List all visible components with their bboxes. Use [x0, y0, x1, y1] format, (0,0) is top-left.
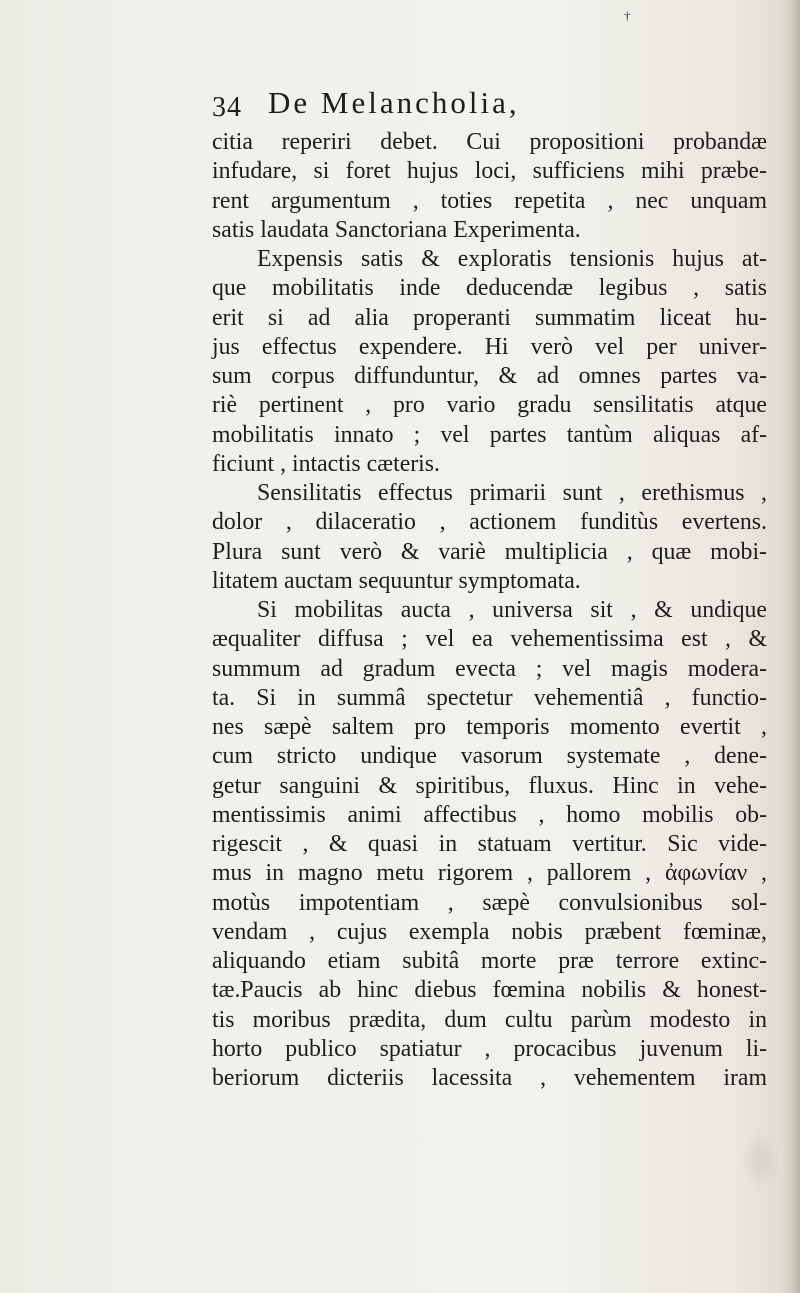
- page-number: 34: [212, 92, 242, 123]
- text-line: Plura sunt verò & variè multiplicia , quæ mobi-: [212, 538, 767, 565]
- text-line: riè pertinent , pro vario gradu sensilitatis atque: [212, 392, 767, 419]
- text-line: horto publico spatiatur , procacibus juvenum li-: [212, 1035, 767, 1062]
- text-line: Si mobilitas aucta , universa sit , & undique: [257, 597, 767, 623]
- text-line: mentissimis animi affectibus , homo mobilis ob-: [212, 801, 767, 828]
- text-line: que mobilitatis inde deducendæ legibus , satis: [212, 275, 767, 302]
- text-line: litatem auctam sequuntur symptomata.: [212, 567, 581, 594]
- text-line: getur sanguini & spiritibus, fluxus. Hinc in vehe-: [212, 772, 767, 799]
- text-line: nes sæpè saltem pro temporis momento evertit ,: [212, 714, 767, 740]
- text-line: tæ.Paucis ab hinc diebus fœmina nobilis & honest-: [212, 977, 767, 1004]
- text-line: rigescit , & quasi in statuam vertitur. Sic vide-: [212, 831, 767, 857]
- text-line: beriorum dicteriis lacessita , vehementem iram: [212, 1065, 767, 1091]
- page-edge-shadow: [782, 0, 800, 1293]
- text-line: motùs impotentiam , sæpè convulsionibus sol-: [212, 889, 767, 916]
- text-line: erit si ad alia properanti summatim liceat hu-: [212, 304, 767, 331]
- text-line: vendam , cujus exempla nobis præbent fœminæ,: [212, 918, 767, 945]
- text-line: tis moribus prædita, dum cultu parùm modesto in: [212, 1006, 767, 1033]
- text-line: ficiunt , intactis cæteris.: [212, 450, 440, 477]
- printer-mark: †: [624, 8, 631, 23]
- text-line: cum stricto undique vasorum systemate , dene-: [212, 743, 767, 770]
- text-line: æqualiter diffusa ; vel ea vehementissima est , &: [212, 626, 767, 653]
- text-line: dolor , dilaceratio , actionem funditùs evertens.: [212, 509, 767, 536]
- body-text: [212, 128, 767, 1093]
- text-line: rent argumentum , toties repetita , nec unquam: [212, 187, 767, 214]
- text-line: Expensis satis & exploratis tensionis hujus at-: [257, 246, 767, 272]
- text-line: sum corpus diffunduntur, & ad omnes partes va-: [212, 363, 767, 389]
- text-line: aliquando etiam subitâ morte præ terrore extinc-: [212, 948, 767, 974]
- text-line: mus in magno metu rigorem , pallorem , ἀφωνίαν ,: [212, 860, 767, 887]
- text-line: jus effectus expendere. Hi verò vel per univer-: [212, 333, 767, 360]
- text-line: infudare, si foret hujus loci, sufficiens mihi præbe-: [212, 158, 767, 185]
- text-line: satis laudata Sanctoriana Experimenta.: [212, 216, 581, 243]
- text-line: citia reperiri debet. Cui propositioni probandæ: [212, 129, 767, 155]
- text-line: ta. Si in summâ spectetur vehementiâ , functio-: [212, 684, 767, 711]
- paper-stain: [740, 1130, 780, 1190]
- text-line: mobilitatis innato ; vel partes tantùm aliquas af-: [212, 421, 767, 448]
- running-head: De Melancholia,: [268, 85, 520, 120]
- text-line: summum ad gradum evecta ; vel magis modera-: [212, 655, 767, 682]
- text-line: Sensilitatis effectus primarii sunt , erethismus ,: [257, 480, 767, 506]
